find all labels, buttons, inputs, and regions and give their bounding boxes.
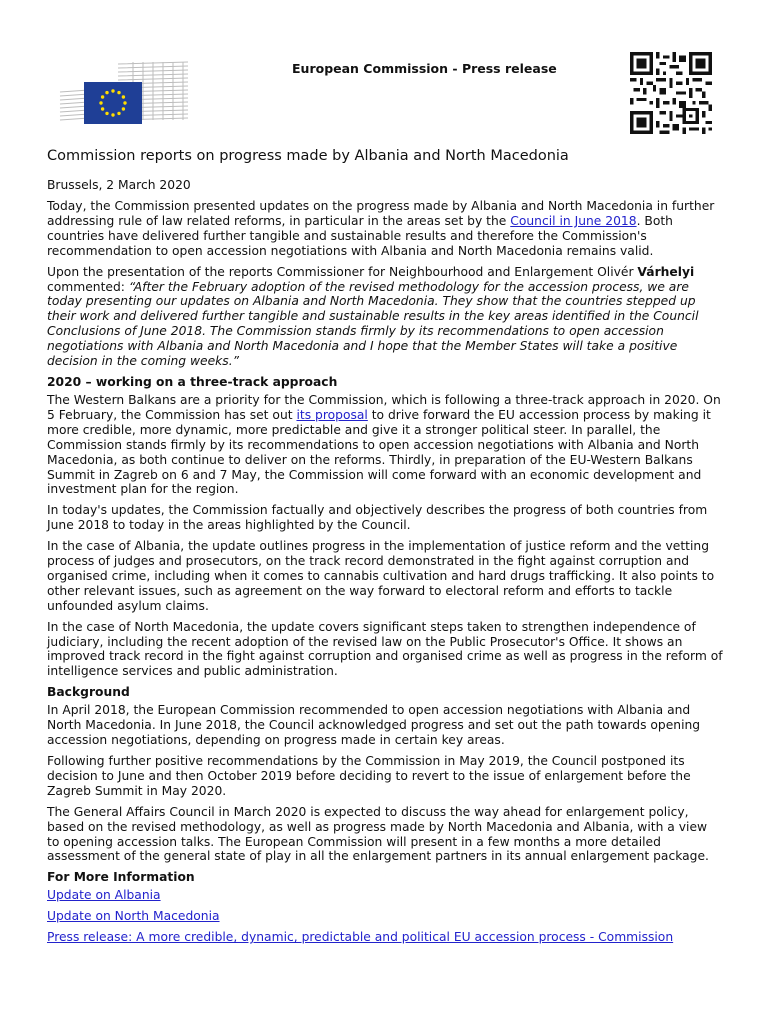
commissioner-quote: “After the February adoption of the revised methodology for the accession process, we are today presenting our updates on Albania and North Macedonia. They show that the countries stepped up their work and delivered further tangible and sustainable results in the key areas identified in the Council Conclusions of June 2018. The Commission stands firmly by its recommendations to open accession negotiations with Albania and North Macedonia and I hope that the Member States will take a positive decision in the coming weeks.”	[47, 279, 699, 369]
accession-process-press-release-link[interactable]: Press release: A more credible, dynamic, predictable and political EU accession process - Commission	[47, 930, 674, 945]
text-span: The Western Balkans are a priority for the Commission, which is following a three-track approach in 2020. On 5 February, the Commission has set out	[47, 392, 721, 422]
section-heading-three-track: 2020 – working on a three-track approach	[47, 374, 338, 389]
paragraph-background-1: In April 2018, the European Commission recommended to open accession negotiations with Albania and North Macedonia. In June 2018, the Council acknowledged progress and set out the path towards opening accession negotiations, depending on progress made in certain key areas.	[47, 703, 701, 748]
european-commission-logo	[58, 58, 190, 128]
qr-code-icon	[628, 52, 714, 134]
section-heading-background: Background	[47, 685, 130, 700]
paragraph-background-3: The General Affairs Council in March 2020 is expected to discuss the way ahead for enlargement policy, based on the revised methodology, as well as progress made by North Macedonia and Albania, with a view to opening accession talks. The European Commission will present in a few months a more detailed assessment of the general state of play in all the enlargement partners in its annual enlargement package.	[47, 804, 709, 864]
council-june-2018-link[interactable]: Council in June 2018	[510, 213, 637, 228]
text-span: . Both countries have delivered further tangible and sustainable results and therefore the Commission's recommendation to open accession negotiations with Albania and North Macedonia remains valid.	[47, 213, 673, 258]
link-item	[47, 888, 723, 903]
update-on-albania-link[interactable]: Update on Albania	[47, 888, 161, 903]
paragraph-three-track	[47, 393, 723, 497]
article-title: Commission reports on progress made by Albania and North Macedonia	[47, 148, 569, 164]
paragraph-commissioner-quote	[47, 265, 723, 369]
link-item	[47, 930, 723, 945]
commissioner-name: Várhelyi	[637, 264, 695, 279]
paragraph-background-2: Following further positive recommendations by the Commission in May 2019, the Council postponed its decision to June and then October 2019 before deciding to revert to the issue of enlargement before the Zagreb Summit in May 2020.	[47, 754, 691, 798]
paragraph-todays-updates: In today's updates, the Commission factually and objectively describes the progress of both countries from June 2018 to today in the areas highlighted by the Council.	[47, 503, 708, 533]
update-on-north-macedonia-link[interactable]: Update on North Macedonia	[47, 909, 220, 924]
dateline: Brussels, 2 March 2020	[47, 178, 191, 192]
article-body	[47, 148, 723, 951]
header-title: European Commission - Press release	[292, 61, 557, 76]
section-heading-more-information: For More Information	[47, 870, 195, 885]
its-proposal-link[interactable]: its proposal	[296, 407, 368, 422]
link-item	[47, 909, 723, 924]
text-span: Today, the Commission presented updates on the progress made by Albania and North Macedonia in further addressing rule of law related reforms, in particular in the areas set by the	[47, 199, 715, 228]
more-information-links	[47, 888, 723, 945]
paragraph-albania: In the case of Albania, the update outlines progress in the implementation of justice reform and the vetting process of judges and prosecutors, on the track record demonstrated in the fight against corruption and organised crime, including when it comes to cannabis cultivation and hard drugs trafficking. It also points to other relevant issues, such as agreement on the way forward to electoral reform and efforts to tackle unfounded asylum claims.	[47, 539, 715, 613]
text-span: to drive forward the EU accession process by making it more credible, more dynamic, more predictable and give it a stronger political steer. In parallel, the Commission stands firmly by its recommendations to open accession negotiations with Albania and North Macedonia, as both continue to deliver on the reforms. Thirdly, in preparation of the EU-Western Balkans Summit in Zagreb on 6 and 7 May, the Commission will come forward with an economic development and investment plan for the region.	[47, 407, 711, 497]
text-span: commented:	[47, 279, 129, 294]
paragraph-intro	[47, 199, 723, 259]
paragraph-north-macedonia: In the case of North Macedonia, the update covers significant steps taken to strengthen independence of judiciary, including the recent adoption of the revised law on the Public Prosecutor's Office. It shows an improved track record in the fight against corruption and organised crime as well as progress in the reform of intelligence services and public administration.	[47, 619, 723, 679]
text-span: Upon the presentation of the reports Commissioner for Neighbourhood and Enlargement Olivér	[47, 264, 638, 279]
